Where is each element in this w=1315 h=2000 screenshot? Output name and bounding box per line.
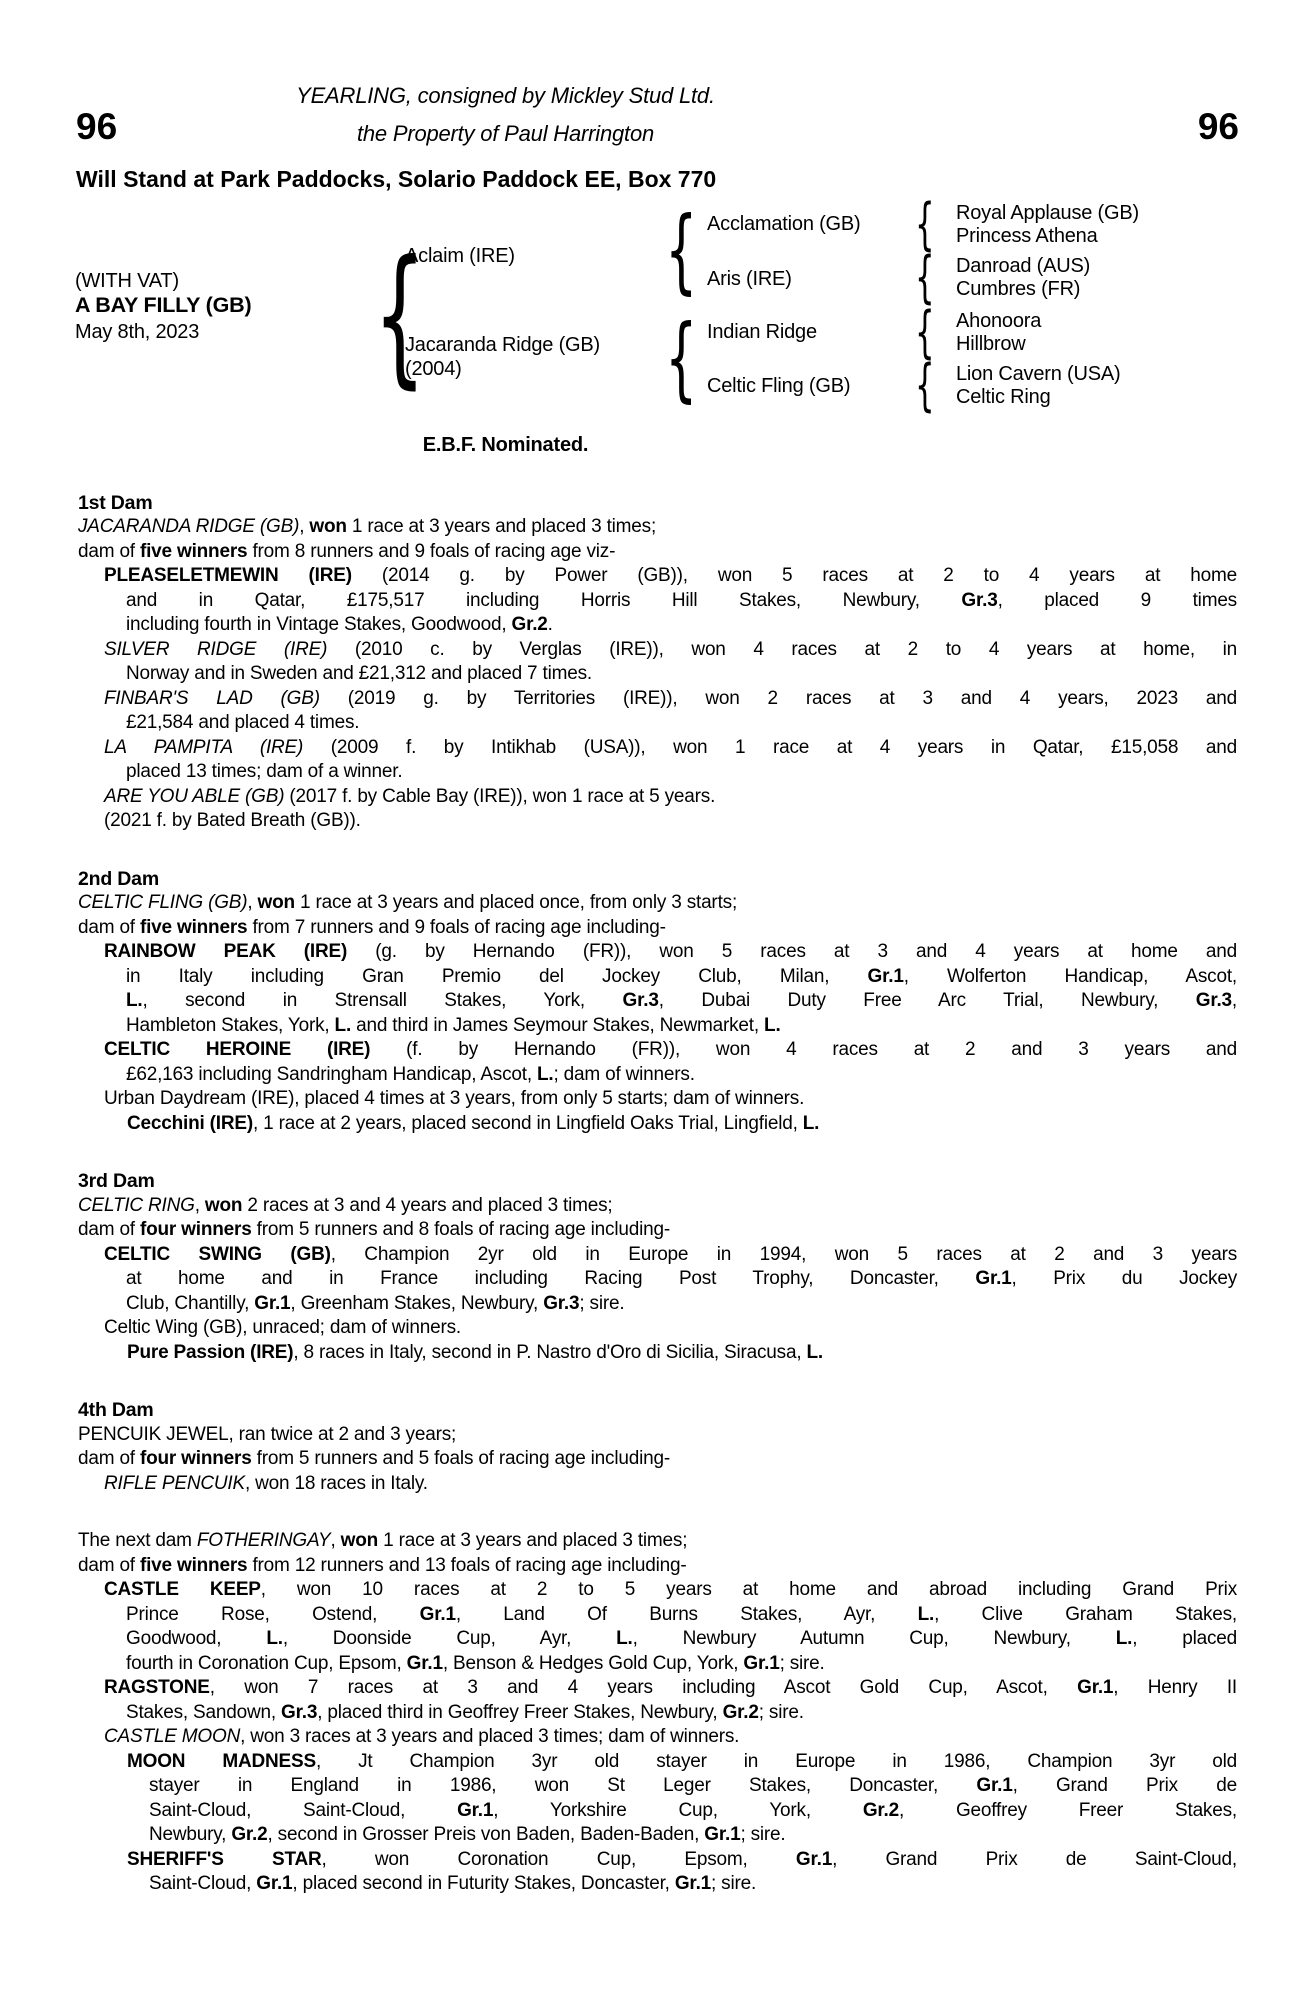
property-line: the Property of Paul Harrington [356,121,655,146]
dam-produce-summary: dam of five winners from 8 runners and 9 foals of racing age viz- [78,540,616,562]
great-grandparent: Cumbres (FR) [956,278,1081,300]
dam-race-record: CELTIC RING, won 2 races at 3 and 4 years and placed 3 times; [78,1194,613,1216]
pedigree-brace-gg3 [915,307,934,359]
great-grandparent: Ahonoora [956,310,1042,332]
dam-section-heading: 4th Dam [78,1399,154,1421]
granddam-sire-side: Aris (IRE) [707,268,792,290]
dam-section-heading: 1st Dam [78,491,153,514]
horse-entry: SHERIFF'S STAR, won Coronation Cup, Epsom, Gr.1, Grand Prix de Saint-Cloud, Saint-Cloud, Gr.1, placed second in Futurity Stakes, Doncaster, Gr.1; sire. [127,1848,1237,1894]
horse-entry: Pure Passion (IRE), 8 races in Italy, second in P. Nastro d'Oro di Sicilia, Siracusa, L. [127,1341,824,1363]
dam-year: (2004) [405,358,462,380]
horse-entry: RIFLE PENCUIK, won 18 races in Italy. [104,1472,428,1494]
dam-produce-summary: dam of five winners from 12 runners and 13 foals of racing age including- [78,1554,687,1576]
horse-entry: CELTIC SWING (GB), Champion 2yr old in Europe in 1994, won 5 races at 2 and 3 years at home and in France including Racing Post Trophy, Doncaster, Gr.1, Prix du Jockey Club, Chantilly, Gr.1, Greenham Stakes, Newbury, Gr.3; sire. [104,1243,1238,1314]
next-dam-race-record: The next dam FOTHERINGAY, won 1 race at 3 years and placed 3 times; [78,1530,688,1551]
horse-entry: MOON MADNESS, Jt Champion 3yr old stayer in Europe in 1986, Champion 3yr old stayer in England in 1986, won St Leger Stakes, Doncaster, Gr.1, Grand Prix de Saint-Cloud, Saint-Cloud, Gr.1, Yorkshire Cup, York, Gr.2, Geoffrey Freer Stakes, Newbury, Gr.2, second in Grosser Preis von Baden, Baden-Baden, Gr.1; sire. [127,1750,1238,1845]
horse-entry: CASTLE MOON, won 3 races at 3 years and placed 3 times; dam of winners. [104,1726,740,1747]
lot-number-left: 96 [76,106,118,147]
section-1st-dam [78,491,1237,834]
horse-entry: (2021 f. by Bated Breath (GB)). [104,810,361,831]
grandsire-dam-side: Indian Ridge [707,321,817,343]
vat-note: (WITH VAT) [75,270,179,292]
horse-entry: CASTLE KEEP, won 10 races at 2 to 5 years at home and abroad including Grand Prix Prince Rose, Ostend, Gr.1, Land Of Burns Stakes, Ayr, L., Clive Graham Stakes, Goodwood, L., Doonside Cup, Ayr, L., Newbury Autumn Cup, Newbury, L., placed fourth in Coronation Cup, Epsom, Gr.1, Benson & Hedges Gold Cup, York, Gr.1; sire. [104,1579,1237,1674]
dam-race-record: JACARANDA RIDGE (GB), won 1 race at 3 years and placed 3 times; [78,516,657,537]
great-grandparent: Celtic Ring [956,386,1051,408]
great-grandparent: Royal Applause (GB) [956,202,1139,224]
horse-entry: SILVER RIDGE (IRE) (2010 c. by Verglas (IRE)), won 4 races at 2 to 4 years at home, in Norway and in Sweden and £21,312 and placed 7 times. [104,638,1238,684]
section-2nd-dam [78,867,1237,1137]
section-next-dam [78,1529,1237,1897]
pedigree-tree [0,0,1315,430]
pedigree-brace-dam [665,316,697,402]
horse-entry: RAINBOW PEAK (IRE) (g. by Hernando (FR)), won 5 races at 3 and 4 years at home and in Italy including Gran Premio del Jockey Club, Milan, Gr.1, Wolferton Handicap, Ascot, L., second in Strensall Stakes, York, Gr.3, Dubai Duty Free Arc Trial, Newbury, Gr.3, Hambleton Stakes, York, L. and third in James Seymour Stakes, Newmarket, L. [104,941,1237,1036]
sire-name: Aclaim (IRE) [405,245,515,267]
dam-section-heading: 2nd Dam [78,867,159,890]
great-grandparent: Danroad (AUS) [956,255,1091,277]
horse-entry: Urban Daydream (IRE), placed 4 times at 3 years, from only 5 starts; dam of winners. [104,1088,805,1109]
dam-produce-summary: dam of four winners from 5 runners and 5 foals of racing age including- [78,1448,670,1469]
subject-horse-name: A BAY FILLY (GB) [75,293,252,317]
horse-entry: FINBAR'S LAD (GB) (2019 g. by Territories (IRE)), won 2 races at 3 and 4 years, 2023 and £21,584 and placed 4 times. [104,687,1237,733]
consignor-line: YEARLING, consigned by Mickley Stud Ltd. [296,83,715,108]
dam-name: Jacaranda Ridge (GB) [405,334,600,356]
great-grandparent: Hillbrow [956,333,1026,355]
horse-entry: Celtic Wing (GB), unraced; dam of winners. [104,1317,461,1338]
section-4th-dam [78,1398,1237,1496]
horse-entry: LA PAMPITA (IRE) (2009 f. by Intikhab (USA)), won 1 race at 4 years in Qatar, £15,058 and placed 13 times; dam of a winner. [104,736,1237,782]
horse-entry: CELTIC HEROINE (IRE) (f. by Hernando (FR)), won 4 races at 2 and 3 years and £62,163 including Sandringham Handicap, Ascot, L.; dam of winners. [104,1039,1237,1085]
pedigree-brace-sire [665,208,697,294]
lot-number-right: 96 [1197,106,1239,147]
horse-entry: RAGSTONE, won 7 races at 3 and 4 years including Ascot Gold Cup, Ascot, Gr.1, Henry II Stakes, Sandown, Gr.3, placed third in Geoffrey Freer Stakes, Newbury, Gr.2; sire. [104,1677,1237,1723]
great-grandparent: Lion Cavern (USA) [956,363,1121,385]
ebf-nominated-line: E.B.F. Nominated. [422,434,589,456]
granddam-dam-side: Celtic Fling (GB) [707,375,851,397]
dam-section-heading: 3rd Dam [78,1170,155,1192]
dam-produce-summary: dam of five winners from 7 runners and 9 foals of racing age including- [78,916,666,938]
grandsire-sire-side: Acclamation (GB) [707,213,861,235]
pedigree-brace-gg2 [915,252,934,304]
great-grandparent: Princess Athena [956,225,1098,247]
horse-entry: Cecchini (IRE), 1 race at 2 years, placed second in Lingfield Oaks Trial, Lingfield, L. [127,1112,820,1134]
dam-race-record: PENCUIK JEWEL, ran twice at 2 and 3 years; [78,1423,457,1445]
stand-location-line: Will Stand at Park Paddocks, Solario Paddock EE, Box 770 [76,166,717,192]
dam-race-record: CELTIC FLING (GB), won 1 race at 3 years and placed once, from only 3 starts; [78,892,738,913]
pedigree-brace-gg4 [915,360,934,412]
section-3rd-dam [78,1169,1237,1365]
catalogue-body [78,433,1237,1897]
horse-entry: ARE YOU ABLE (GB) (2017 f. by Cable Bay (IRE)), won 1 race at 5 years. [104,785,716,807]
dam-produce-summary: dam of four winners from 5 runners and 8 foals of racing age including- [78,1219,670,1240]
foaling-date: May 8th, 2023 [75,321,200,343]
pedigree-brace-gg1 [915,199,934,251]
horse-entry: PLEASELETMEWIN (IRE) (2014 g. by Power (GB)), won 5 races at 2 to 4 years at home and in Qatar, £175,517 including Horris Hill Stakes, Newbury, Gr.3, placed 9 times including fourth in Vintage Stakes, Goodwood, Gr.2. [104,565,1237,635]
